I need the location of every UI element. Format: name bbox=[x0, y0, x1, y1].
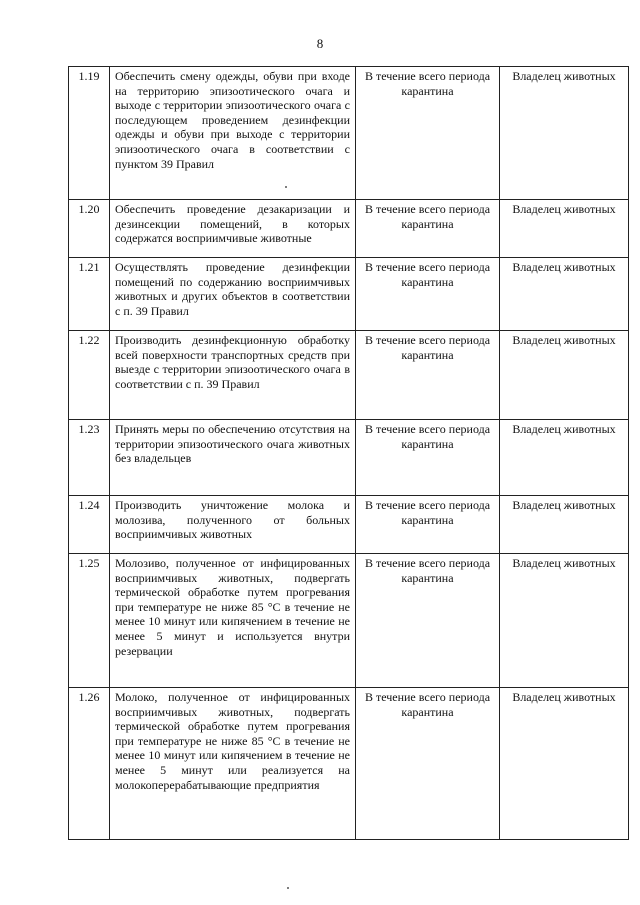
row-number: 1.26 bbox=[69, 688, 110, 840]
page-number: 8 bbox=[316, 36, 324, 51]
table-row bbox=[69, 688, 629, 840]
period-cell: В течение всего периода карантина bbox=[356, 67, 500, 200]
measures-table bbox=[68, 66, 629, 840]
table-row bbox=[69, 67, 629, 200]
period-cell: В течение всего периода карантина bbox=[356, 258, 500, 331]
measure-text: Молоко, полученное от инфицированных восприимчивых животных, подвергать термической обработке путем прогревания при температуре не ниже 85 °С в течение не менее 10 минут или кипячением в течение не менее 5 минут или реализуется на молокоперерабатывающие предприятия bbox=[110, 688, 356, 840]
measure-text: Обеспечить смену одежды, обуви при входе на территорию эпизоотического очага и выходе с территории эпизоотического очага с последующем проведением дезинфекции одежды и обуви при выходе с территории эпизоотического очага в соответствии с пунктом 39 Правил bbox=[110, 67, 356, 200]
row-number: 1.25 bbox=[69, 554, 110, 688]
table-row bbox=[69, 331, 629, 420]
measure-text: Обеспечить проведение дезакаризации и дезинсекции помещений, в которых содержатся восприимчивые животные bbox=[110, 200, 356, 258]
period-cell: В течение всего периода карантина bbox=[356, 420, 500, 496]
responsible-cell: Владелец животных bbox=[500, 331, 629, 420]
responsible-cell: Владелец животных bbox=[500, 67, 629, 200]
period-cell: В течение всего периода карантина bbox=[356, 688, 500, 840]
row-number: 1.22 bbox=[69, 331, 110, 420]
measure-text: Производить уничтожение молока и молозива, полученного от больных восприимчивых животных bbox=[110, 496, 356, 554]
period-cell: В течение всего периода карантина bbox=[356, 554, 500, 688]
row-number: 1.23 bbox=[69, 420, 110, 496]
row-number: 1.21 bbox=[69, 258, 110, 331]
measure-text: Осуществлять проведение дезинфекции помещений по содержанию восприимчивых животных и других объектов в соответствии с п. 39 Правил bbox=[110, 258, 356, 331]
measure-text: Молозиво, полученное от инфицированных восприимчивых животных, подвергать термической обработке путем прогревания при температуре не ниже 85 °С в течение не менее 10 минут или кипячением в течение не менее 5 минут и используется внутри резервации bbox=[110, 554, 356, 688]
table-row bbox=[69, 420, 629, 496]
period-cell: В течение всего периода карантина bbox=[356, 331, 500, 420]
row-number: 1.19 bbox=[69, 67, 110, 200]
period-cell: В течение всего периода карантина bbox=[356, 200, 500, 258]
table-row bbox=[69, 496, 629, 554]
responsible-cell: Владелец животных bbox=[500, 554, 629, 688]
row-number: 1.24 bbox=[69, 496, 110, 554]
responsible-cell: Владелец животных bbox=[500, 496, 629, 554]
responsible-cell: Владелец животных bbox=[500, 420, 629, 496]
measure-text: Принять меры по обеспечению отсутствия на территории эпизоотического очага животных без владельцев bbox=[110, 420, 356, 496]
table-row bbox=[69, 258, 629, 331]
table-row bbox=[69, 200, 629, 258]
responsible-cell: Владелец животных bbox=[500, 258, 629, 331]
measure-text: Производить дезинфекционную обработку всей поверхности транспортных средств при выезде с территории эпизоотического очага в соответствии с п. 39 Правил bbox=[110, 331, 356, 420]
table-row bbox=[69, 554, 629, 688]
responsible-cell: Владелец животных bbox=[500, 688, 629, 840]
responsible-cell: Владелец животных bbox=[500, 200, 629, 258]
row-number: 1.20 bbox=[69, 200, 110, 258]
scan-speck bbox=[285, 186, 287, 188]
scan-speck bbox=[287, 887, 289, 889]
period-cell: В течение всего периода карантина bbox=[356, 496, 500, 554]
